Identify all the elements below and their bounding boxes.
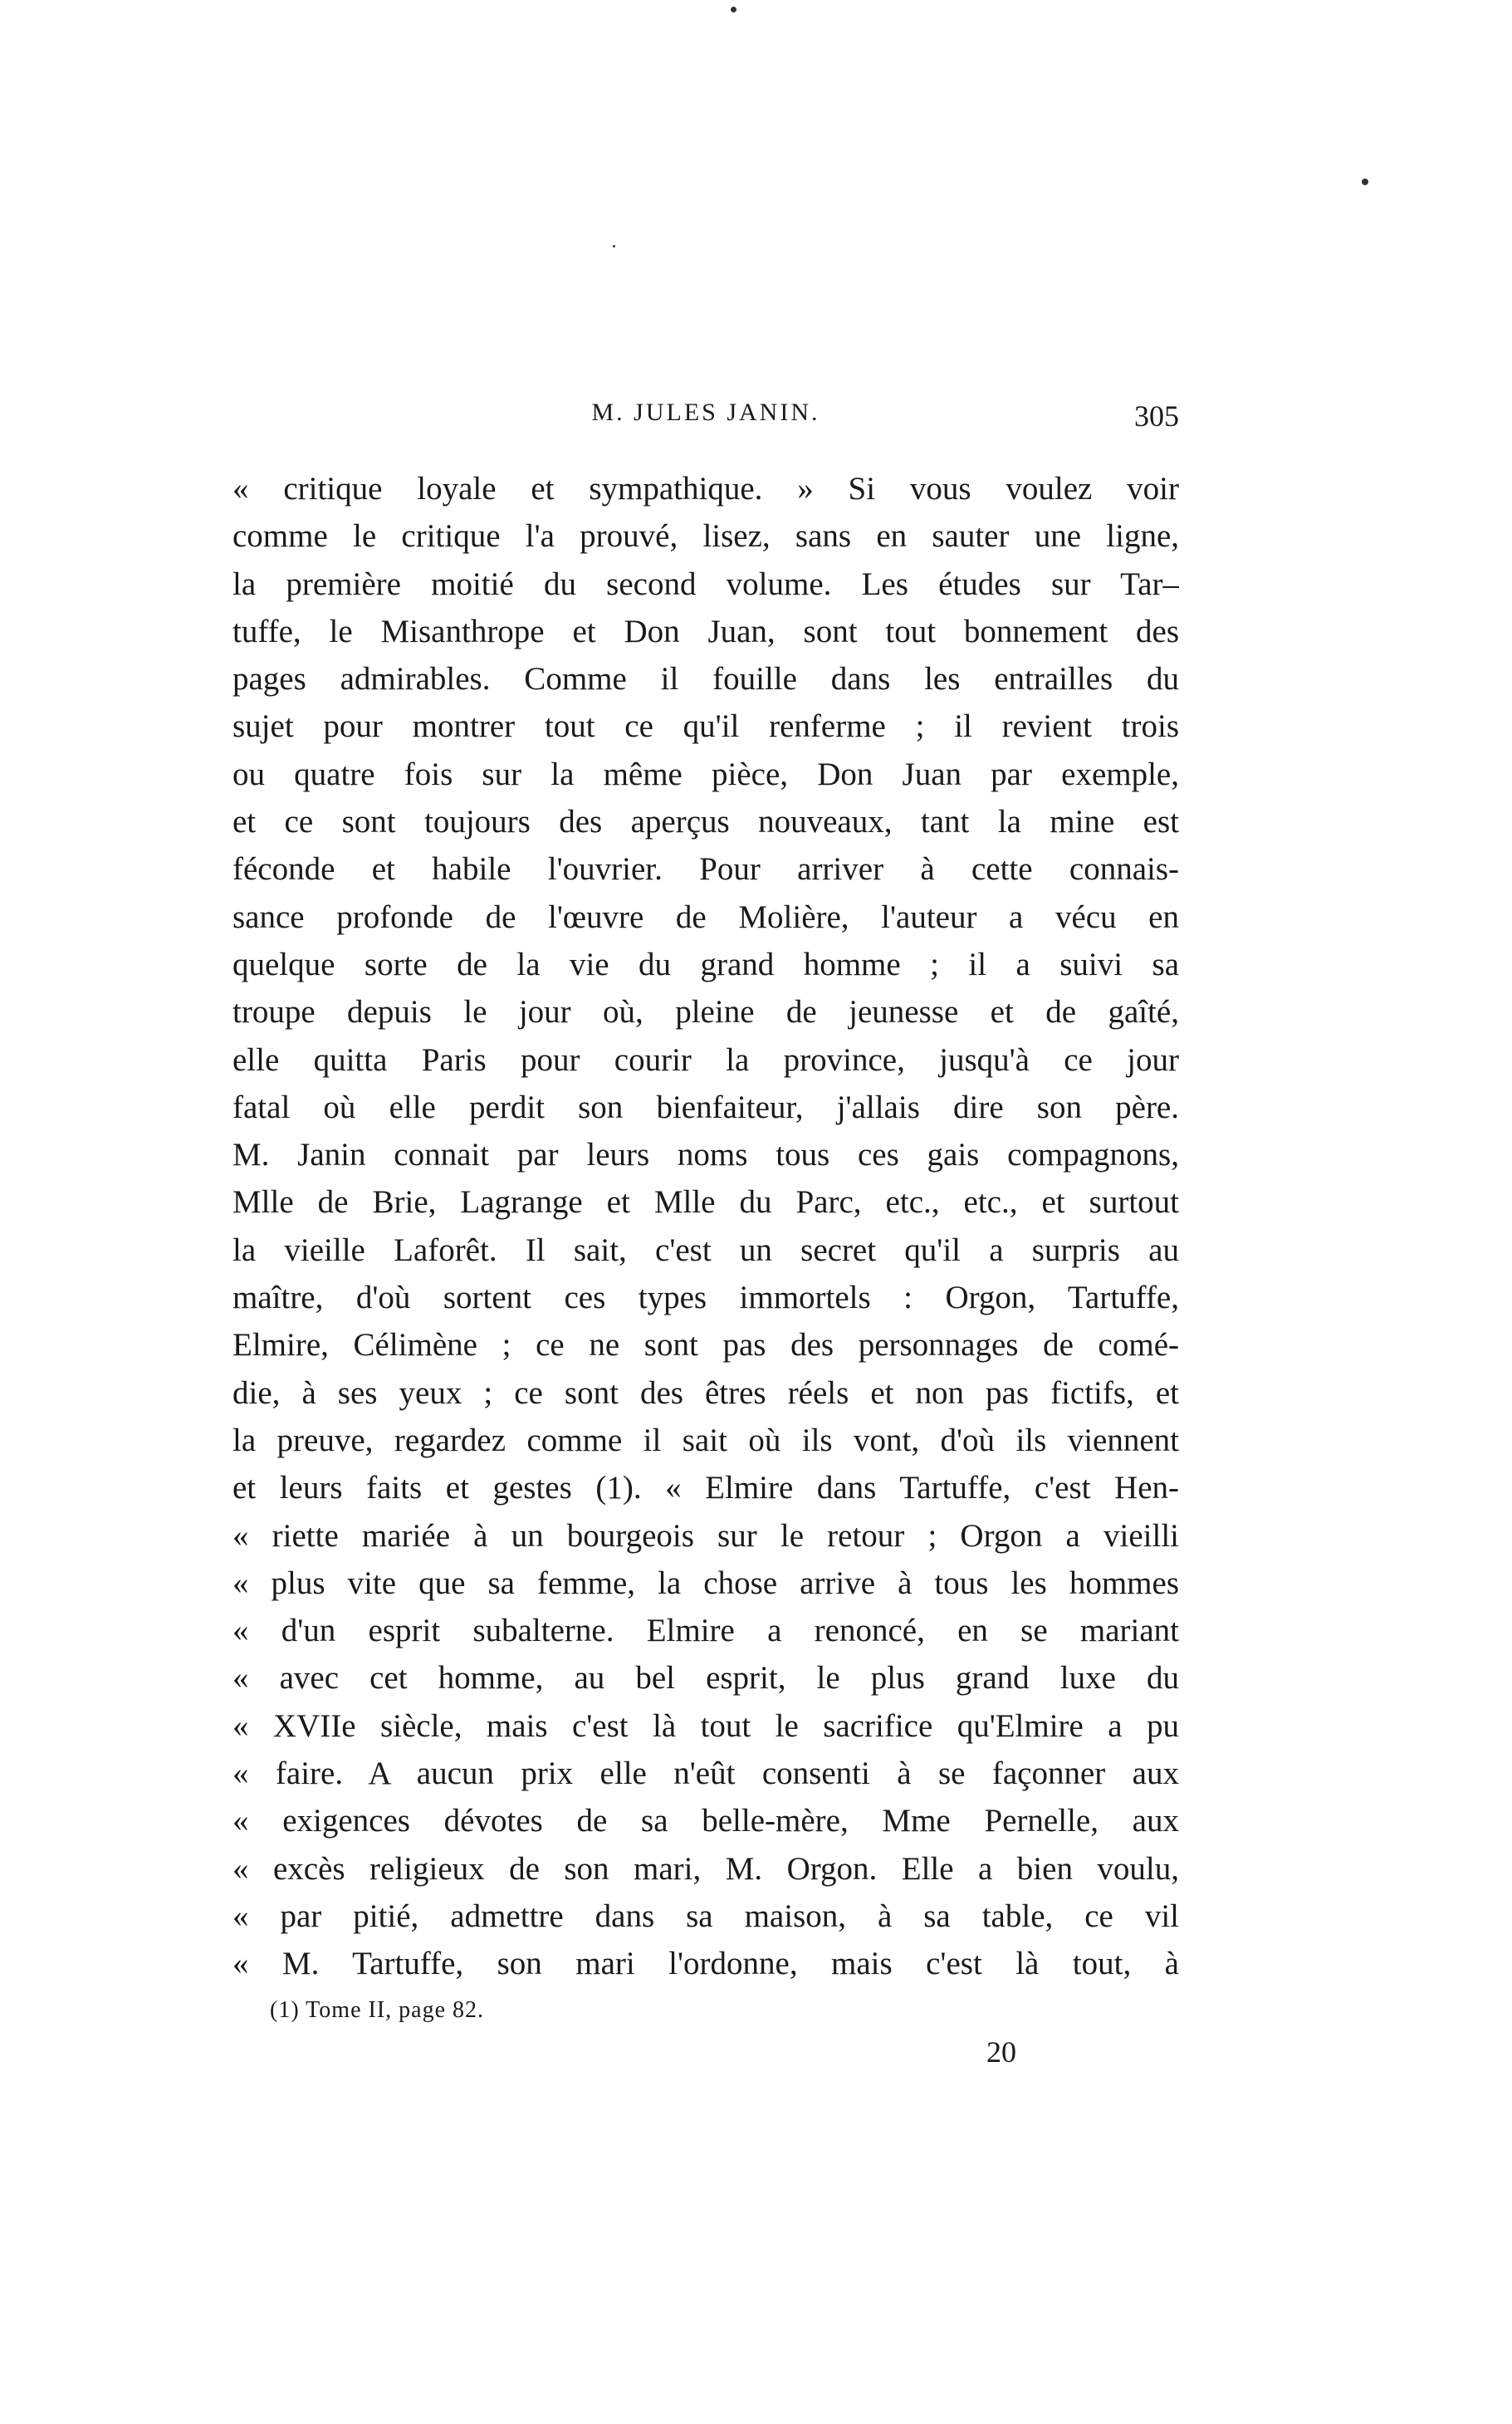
text-line: « XVIIe siècle, mais c'est là tout le sacrifice qu'Elmire a pu (232, 1707, 1179, 1744)
text-line: pages admirables. Comme il fouille dans les entrailles du (232, 661, 1179, 698)
page-header (232, 399, 1179, 448)
text-line: « critique loyale et sympathique. » Si vous voulez voir (232, 471, 1179, 507)
signature-mark: 20 (986, 2035, 1016, 2069)
text-line: elle quitta Paris pour courir la province, jusqu'à ce jour (232, 1041, 1179, 1078)
text-line: sujet pour montrer tout ce qu'il renferme ; il revient trois (232, 708, 1179, 745)
scan-speck (613, 245, 615, 247)
text-line: tuffe, le Misanthrope et Don Juan, sont tout bonnement des (232, 613, 1179, 649)
text-line: die, à ses yeux ; ce sont des êtres réels et non pas fictifs, et (232, 1374, 1179, 1411)
text-line: « avec cet homme, au bel esprit, le plus grand luxe du (232, 1660, 1179, 1697)
text-line: « exigences dévotes de sa belle-mère, Mme Pernelle, aux (232, 1803, 1179, 1839)
running-head: M. JULES JANIN. (591, 399, 820, 426)
text-line: fatal où elle perdit son bienfaiteur, j'allais dire son père. (232, 1089, 1179, 1125)
text-line: « M. Tartuffe, son mari l'ordonne, mais c'est là tout, à (232, 1946, 1179, 1982)
text-line: « plus vite que sa femme, la chose arrive à tous les hommes (232, 1565, 1179, 1601)
text-line: sance profonde de l'œuvre de Molière, l'auteur a vécu en (232, 899, 1179, 935)
scan-speck (731, 7, 736, 12)
text-line: troupe depuis le jour où, pleine de jeunesse et de gaîté, (232, 994, 1179, 1031)
text-line: féconde et habile l'ouvrier. Pour arriver à cette connais- (232, 851, 1179, 888)
text-line: « excès religieux de son mari, M. Orgon. Elle a bien voulu, (232, 1850, 1179, 1887)
text-line: Elmire, Célimène ; ce ne sont pas des personnages de comé- (232, 1327, 1179, 1364)
text-line: « riette mariée à un bourgeois sur le retour ; Orgon a vieilli (232, 1517, 1179, 1554)
text-line: maître, d'où sortent ces types immortels : Orgon, Tartuffe, (232, 1280, 1179, 1316)
text-line: M. Janin connait par leurs noms tous ces gais compagnons, (232, 1137, 1179, 1173)
text-line: « faire. A aucun prix elle n'eût consenti à se façonner aux (232, 1756, 1179, 1792)
text-line: la vieille Laforêt. Il sait, c'est un secret qu'il a surpris au (232, 1232, 1179, 1268)
text-line: et leurs faits et gestes (1). « Elmire dans Tartuffe, c'est Hen- (232, 1470, 1179, 1506)
text-line: Mlle de Brie, Lagrange et Mlle du Parc, etc., etc., et surtout (232, 1184, 1179, 1221)
text-line: la première moitié du second volume. Les études sur Tar– (232, 566, 1179, 602)
text-line: « d'un esprit subalterne. Elmire a renoncé, en se mariant (232, 1613, 1179, 1649)
footnote: (1) Tome II, page 82. (270, 1997, 485, 2023)
page-number: 305 (1134, 399, 1179, 433)
text-line: « par pitié, admettre dans sa maison, à sa table, ce vil (232, 1898, 1179, 1934)
text-line: et ce sont toujours des aperçus nouveaux, tant la mine est (232, 804, 1179, 840)
text-line: comme le critique l'a prouvé, lisez, sans en sauter une ligne, (232, 518, 1179, 555)
text-line: quelque sorte de la vie du grand homme ; il a suivi sa (232, 946, 1179, 982)
scan-speck (1362, 179, 1368, 185)
text-line: ou quatre fois sur la même pièce, Don Juan par exemple, (232, 756, 1179, 792)
body-text (232, 465, 1179, 1988)
text-line: la preuve, regardez comme il sait où ils vont, d'où ils viennent (232, 1422, 1179, 1458)
